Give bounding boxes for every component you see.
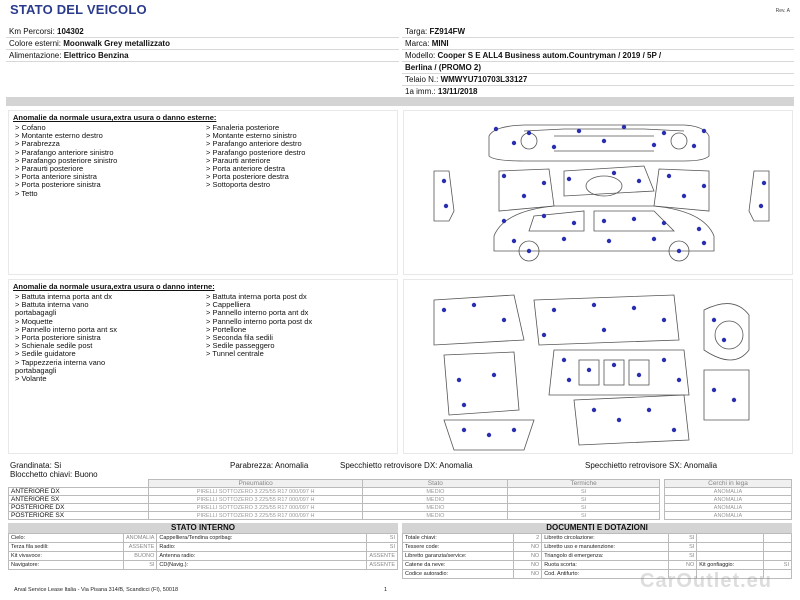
specchio-sx-text: Specchietto retrovisore SX: Anomalia xyxy=(585,461,718,470)
damage-marker xyxy=(587,368,591,372)
table-row: Cielo: ANOMALIA Cappelliera/Tendina copribag: SI xyxy=(9,534,398,543)
damage-marker xyxy=(592,303,596,307)
documenti-title: DOCUMENTI E DOTAZIONI xyxy=(402,523,792,533)
list-item: > Schienale sedile post xyxy=(15,341,93,351)
list-item: > Fanaleria posteriore xyxy=(206,123,280,132)
internal-damage-list-2 xyxy=(206,293,397,383)
list-item: > Montante esterno sinistro xyxy=(206,131,297,141)
info-immatricolazione: 1a imm.: 13/11/2018 xyxy=(402,86,794,98)
list-item: > Pannello interno porta post dx xyxy=(206,316,313,326)
car-exterior-drawing xyxy=(404,111,794,276)
info-km: Km Percorsi: 104302 xyxy=(6,26,399,38)
list-item: > Cofano xyxy=(15,123,46,132)
cerchi-header: Cerchi in lega xyxy=(665,480,792,488)
list-item: > Moquette xyxy=(15,316,53,326)
table-row: Totale chiavi: 2 Libretto circolazione: SI xyxy=(403,534,792,543)
table-row: Kit vivavoce: BUONO Antenna radio: ASSENTE xyxy=(9,552,398,561)
damage-marker xyxy=(457,378,461,382)
damage-marker xyxy=(762,181,766,185)
list-item: > Pannello interno porta ant sx xyxy=(15,324,117,334)
table-row: Navigatore: SI CD(Navig.): ASSENTE xyxy=(9,561,398,570)
damage-marker xyxy=(572,221,576,225)
damage-marker xyxy=(632,217,636,221)
damage-marker xyxy=(552,308,556,312)
list-item: > Volante xyxy=(15,374,47,384)
table-row: Codice autoradio: NO Cod. Antifurto: xyxy=(403,570,792,579)
list-item: > Battuta interna porta post dx xyxy=(206,292,307,301)
damage-marker xyxy=(492,373,496,377)
damage-marker xyxy=(602,219,606,223)
table-row: POSTERIORE SX PIRELLI SOTTOZERO 3 225/55 R17 000/097 H MEDIO SI xyxy=(9,512,660,520)
damage-marker xyxy=(759,204,763,208)
page-title: STATO DEL VEICOLO xyxy=(10,2,147,17)
list-item: > Cappelliera xyxy=(206,300,251,310)
table-row: ANTERIORE SX PIRELLI SOTTOZERO 3 225/55 R17 000/097 H MEDIO SI xyxy=(9,496,660,504)
damage-marker xyxy=(602,139,606,143)
info-telaio: Telaio N.: WMWYU710703L33127 xyxy=(402,74,794,86)
list-item: > Parabrezza xyxy=(15,139,60,149)
damage-marker xyxy=(522,194,526,198)
tyres-header-pneumatico: Pneumatico xyxy=(148,480,363,488)
damage-marker xyxy=(512,239,516,243)
list-item: > Parafango posteriore sinistro xyxy=(15,155,118,165)
table-row: ANTERIORE DX PIRELLI SOTTOZERO 3 225/55 R17 000/097 H MEDIO SI xyxy=(9,488,660,496)
info-alimentazione: Alimentazione: Elettrico Benzina xyxy=(6,50,399,62)
damage-marker xyxy=(612,363,616,367)
damage-marker xyxy=(702,184,706,188)
stato-interno-title: STATO INTERNO xyxy=(8,523,398,533)
list-item: > Tappezzeria interna vano xyxy=(15,357,106,367)
damage-marker xyxy=(562,237,566,241)
damage-marker xyxy=(622,125,626,129)
damage-marker xyxy=(472,303,476,307)
list-item: portabagagli xyxy=(15,308,57,318)
damage-marker xyxy=(542,214,546,218)
damage-marker xyxy=(462,403,466,407)
conditions-row xyxy=(10,462,790,479)
list-item: > Parafango anteriore sinistro xyxy=(15,147,114,157)
damage-marker xyxy=(677,378,681,382)
footer-address: Arval Service Lease Italia - Via Pisana 314/B, Scandicci (FI), 50018 xyxy=(14,587,179,593)
damage-marker xyxy=(577,129,581,133)
info-colore: Colore esterni: Moonwalk Grey metallizzato xyxy=(6,38,399,50)
damage-marker xyxy=(442,308,446,312)
table-row: Terza fila sedili: ASSENTE Radio: SI xyxy=(9,543,398,552)
list-item: > Sedile guidatore xyxy=(15,349,76,359)
damage-marker xyxy=(562,358,566,362)
damage-marker xyxy=(552,145,556,149)
damage-marker xyxy=(444,204,448,208)
damage-marker xyxy=(592,408,596,412)
section-divider xyxy=(6,97,794,106)
external-damage-panel xyxy=(8,110,398,275)
damage-marker xyxy=(712,388,716,392)
external-damage-title: Anomalie da normale usura,extra usura o danno esterne: xyxy=(13,113,217,122)
table-row: Tessere code: NO Libretto uso e manutenzione: SI xyxy=(403,543,792,552)
cerchi-table xyxy=(664,479,792,520)
damage-marker xyxy=(632,306,636,310)
damage-marker xyxy=(442,179,446,183)
car-interior-drawing xyxy=(404,280,794,455)
list-item: > Battuta interna porta ant dx xyxy=(15,292,112,301)
list-item: > Battuta interna vano xyxy=(15,300,89,310)
list-item: > Sedile passeggero xyxy=(206,341,275,351)
list-item: > Paraurti posteriore xyxy=(15,164,84,174)
damage-marker xyxy=(722,338,726,342)
blocchetto-text: Blocchetto chiavi: Buono xyxy=(10,469,98,479)
damage-marker xyxy=(667,174,671,178)
list-item: > Parafango anteriore destro xyxy=(206,139,302,149)
damage-marker xyxy=(542,333,546,337)
external-damage-list-1 xyxy=(15,124,206,198)
damage-marker xyxy=(652,143,656,147)
list-item: portabagagli xyxy=(15,365,57,375)
damage-marker xyxy=(672,428,676,432)
table-row: Libretto garanzia/service: NO Triangolo di emergenza: SI xyxy=(403,552,792,561)
list-item: > Porta posteriore sinistra xyxy=(15,333,101,343)
damage-marker xyxy=(462,428,466,432)
info-modello-cont: Berlina / (PROMO 2) xyxy=(402,62,794,74)
damage-marker xyxy=(617,418,621,422)
info-marca: Marca: MINI xyxy=(402,38,794,50)
list-item: > Parafango posteriore destro xyxy=(206,147,306,157)
table-row: ANOMALIA xyxy=(665,512,792,520)
list-item: > Porta anteriore destra xyxy=(206,164,286,174)
internal-damage-list-1 xyxy=(15,293,206,383)
list-item: > Tetto xyxy=(15,188,38,198)
damage-marker xyxy=(602,328,606,332)
revision-label: Rev. A xyxy=(775,8,790,14)
tyres-table xyxy=(8,479,660,520)
list-item: > Porta posteriore destra xyxy=(206,172,289,182)
list-item: > Seconda fila sedili xyxy=(206,333,273,343)
table-row: ANOMALIA xyxy=(665,488,792,496)
list-item: > Tunnel centrale xyxy=(206,349,264,359)
damage-marker xyxy=(512,428,516,432)
damage-marker xyxy=(502,318,506,322)
damage-marker xyxy=(692,144,696,148)
parabrezza-text: Parabrezza: Anomalia xyxy=(230,461,309,470)
list-item: > Paraurti anteriore xyxy=(206,155,271,165)
grandinata-text: Grandinata: Si xyxy=(10,461,62,470)
list-item: > Pannello interno porta ant dx xyxy=(206,308,309,318)
internal-car-diagram xyxy=(403,279,793,454)
damage-marker xyxy=(502,219,506,223)
damage-marker xyxy=(677,249,681,253)
damage-marker xyxy=(637,373,641,377)
tyres-header-stato: Stato xyxy=(363,480,508,488)
damage-marker xyxy=(702,241,706,245)
damage-marker xyxy=(732,398,736,402)
damage-marker xyxy=(542,181,546,185)
damage-marker xyxy=(637,179,641,183)
damage-marker xyxy=(712,318,716,322)
damage-marker xyxy=(527,131,531,135)
page-number: 1 xyxy=(384,587,388,593)
internal-damage-panel xyxy=(8,279,398,454)
list-item: > Porta posteriore sinistra xyxy=(15,180,101,190)
info-targa: Targa: FZ914FW xyxy=(402,26,794,38)
damage-marker xyxy=(527,249,531,253)
internal-damage-title: Anomalie da normale usura,extra usura o danno interne: xyxy=(13,282,215,291)
vehicle-info-right xyxy=(402,26,794,98)
damage-marker xyxy=(612,171,616,175)
stato-interno-grid xyxy=(8,533,398,570)
damage-marker xyxy=(662,358,666,362)
damage-marker xyxy=(652,237,656,241)
damage-marker xyxy=(647,408,651,412)
damage-marker xyxy=(697,227,701,231)
table-row: ANOMALIA xyxy=(665,496,792,504)
list-item: > Sottoporta destro xyxy=(206,180,270,190)
external-damage-list-2 xyxy=(206,124,397,198)
info-modello: Modello: Cooper S E ALL4 Business autom.Countryman / 2019 / 5P / xyxy=(402,50,794,62)
damage-marker xyxy=(567,378,571,382)
damage-marker xyxy=(494,127,498,131)
watermark: CarOutlet.eu xyxy=(640,570,773,592)
damage-marker xyxy=(662,318,666,322)
list-item: > Portellone xyxy=(206,324,247,334)
external-car-diagram xyxy=(403,110,793,275)
vehicle-info-left xyxy=(6,26,399,62)
damage-marker xyxy=(607,239,611,243)
damage-marker xyxy=(662,131,666,135)
table-row: Catene da neve: NO Ruota scorta: NO Kit gonfiaggio: SI xyxy=(403,561,792,570)
list-item: > Porta anteriore sinistra xyxy=(15,172,97,182)
tyres-header-termiche: Termiche xyxy=(508,480,660,488)
table-row: POSTERIORE DX PIRELLI SOTTOZERO 3 225/55 R17 000/097 H MEDIO SI xyxy=(9,504,660,512)
damage-marker xyxy=(567,177,571,181)
damage-marker xyxy=(512,141,516,145)
list-item: > Montante esterno destro xyxy=(15,131,103,141)
damage-marker xyxy=(682,194,686,198)
table-row: ANOMALIA xyxy=(665,504,792,512)
specchio-dx-text: Specchietto retrovisore DX: Anomalia xyxy=(340,461,473,470)
damage-marker xyxy=(502,174,506,178)
damage-marker xyxy=(702,129,706,133)
damage-marker xyxy=(662,221,666,225)
damage-marker xyxy=(487,433,491,437)
